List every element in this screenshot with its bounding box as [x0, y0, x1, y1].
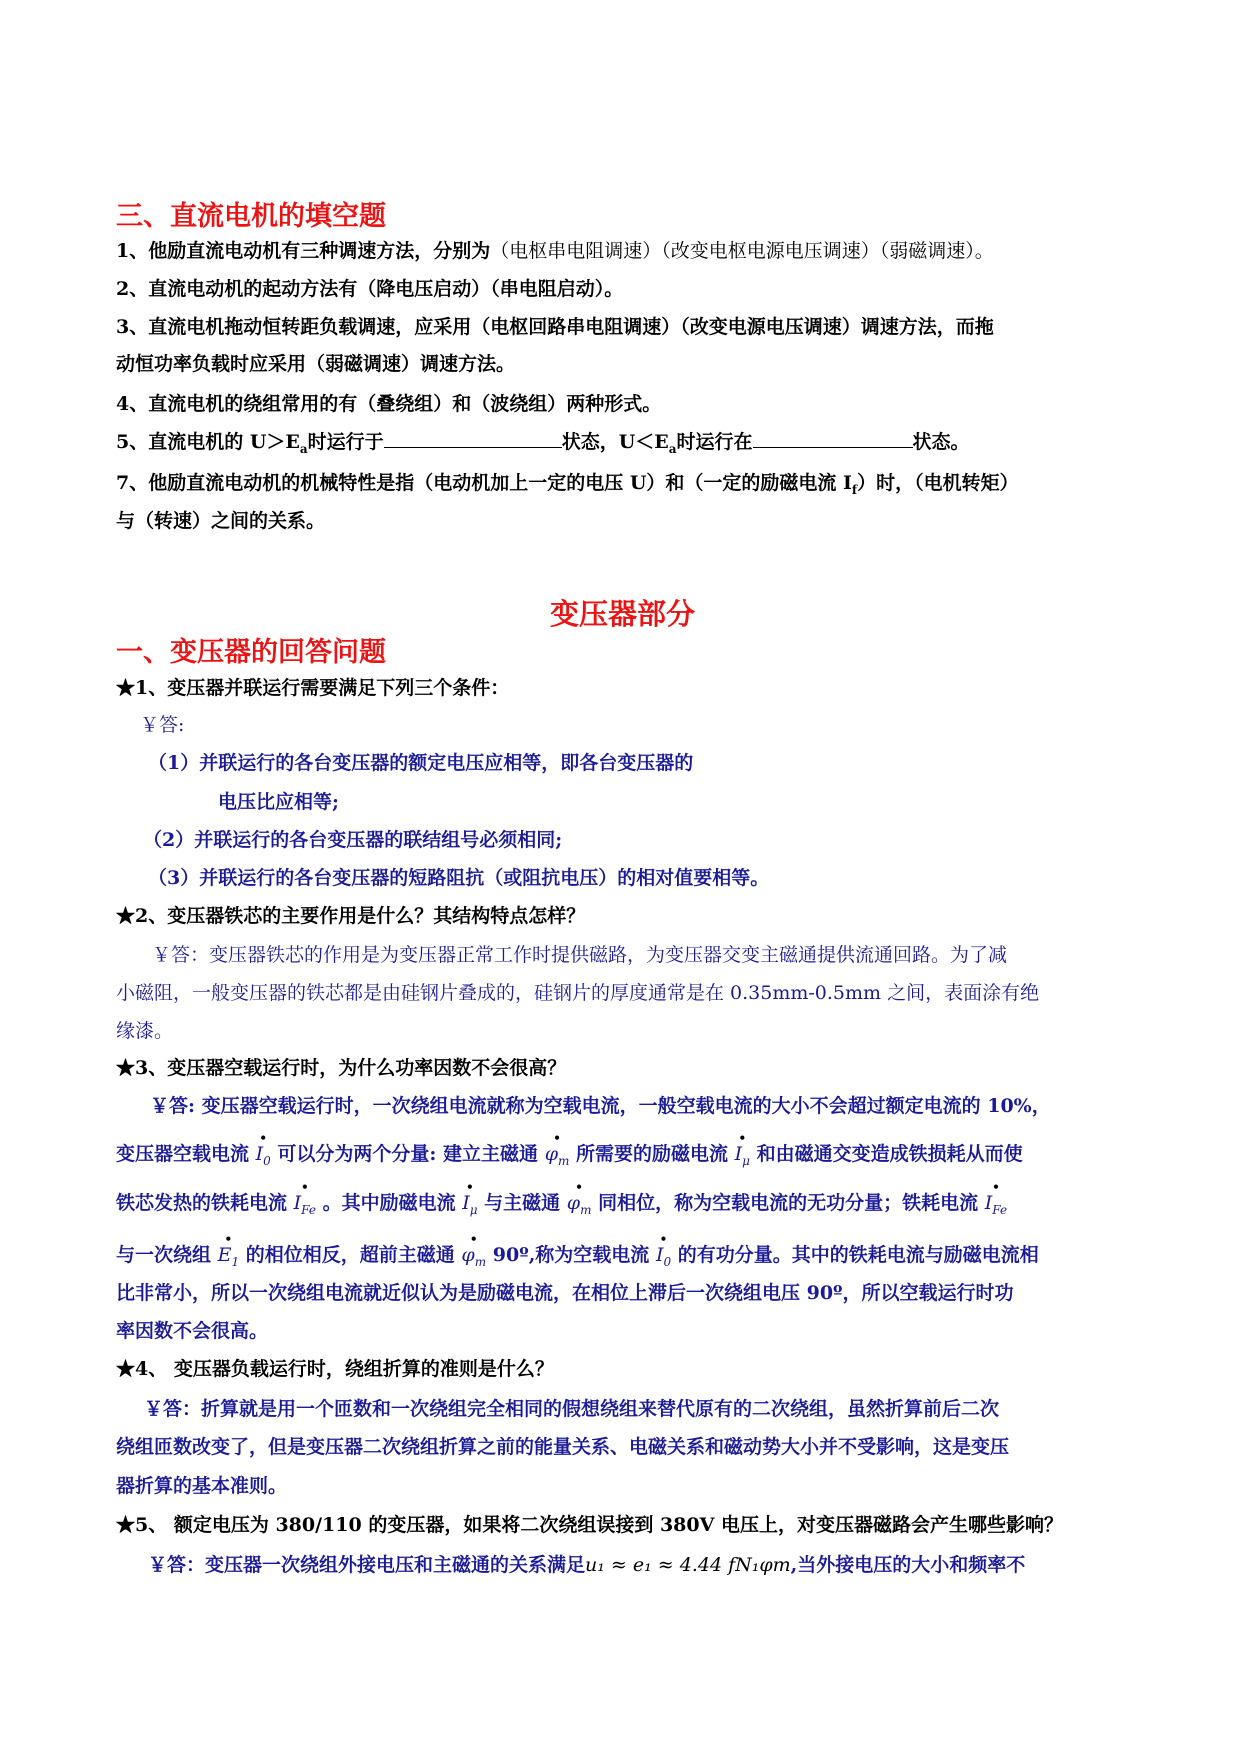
- phi-m-symbol-3: • $\varphi_m$: [461, 1242, 486, 1275]
- s3-q5-b: 时运行于: [307, 431, 384, 453]
- t-a5-b: ,当外接电压的大小和频率不: [790, 1554, 1026, 1576]
- t-a3-l4-d: 的有功分量。其中的铁耗电流与励磁电流相: [677, 1244, 1039, 1266]
- s3-q3-line2: 动恒功率负载时应采用（弱磁调速）调速方法。: [116, 353, 516, 375]
- t-a3-l2: [116, 1141, 1023, 1174]
- s3-q5-d: 时运行在: [676, 431, 753, 453]
- t-a3-l4-b: 的相位相反，超前主磁通: [245, 1244, 455, 1266]
- section-3-title: 三、直流电机的填空题: [116, 201, 386, 232]
- I-mu-symbol: • $I_\mu$: [735, 1141, 750, 1174]
- s3-q5-sub1: a: [299, 441, 308, 456]
- t-a2-l1: ￥答：变压器铁芯的作用是为变压器正常工作时提供磁路，为变压器交变主磁通提供流通回路。为了减: [152, 944, 1008, 966]
- section-1-title: 一、变压器的回答问题: [116, 637, 386, 668]
- t-q5: ★5、 额定电压为 380/110 的变压器，如果将二次绕组误接到 380V 电压上，对变压器磁路会产生哪些影响？: [116, 1514, 1063, 1536]
- s3-q7-b: ）时，（电机转矩）: [857, 472, 1019, 494]
- E1-symbol: • $E_1$: [218, 1242, 240, 1275]
- t-a4-l1: ￥答：折算就是用一个匝数和一次绕组完全相同的假想绕组来替代原有的二次绕组，虽然折算前后二次: [144, 1398, 1000, 1420]
- t-a3-l2-b: 可以分为两个分量: 建立主磁通: [277, 1143, 539, 1165]
- s3-q5-c: 状态，U＜E: [561, 431, 669, 453]
- phi-m-symbol: • $\varphi_m$: [545, 1141, 570, 1174]
- s3-q5: [116, 429, 970, 462]
- t-a4-l2: 绕组匝数改变了，但是变压器二次绕组折算之前的能量关系、电磁关系和磁动势大小并不受影响，这是变压: [116, 1436, 1010, 1458]
- I-mu-symbol-2: • $I_\mu$: [462, 1190, 477, 1223]
- t-q4: ★4、 变压器负载运行时，绕组折算的准则是什么？: [116, 1358, 554, 1380]
- t-a3-l1: ￥答: 变压器空载运行时，一次绕组电流就称为空载电流，一般空载电流的大小不会超过额定电流的 10%，: [150, 1095, 1051, 1117]
- t-a3-l3-a: 铁芯发热的铁耗电流: [116, 1192, 288, 1214]
- flux-formula: u₁ ≈ e₁ ≈ 4.44 fN₁φm: [585, 1554, 791, 1576]
- t-a2-l2: 小磁阻，一般变压器的铁芯都是由硅钢片叠成的，硅钢片的厚度通常是在 0.35mm-0.5mm 之间，表面涂有绝: [116, 982, 1040, 1004]
- I-fe-symbol: • $I_{Fe}$: [294, 1190, 316, 1223]
- s3-q1-prefix: 1、他励直流电动机有三种调速方法，分别为: [116, 240, 491, 262]
- t-a3-l5: 比非常小，所以一次绕组电流就近似认为是励磁电流，在相位上滞后一次绕组电压 90º，所以空载运行时功: [116, 1282, 1014, 1304]
- t-a3-l3-d: 同相位，称为空载电流的无功分量；铁耗电流: [598, 1192, 979, 1214]
- s3-q5-a: 5、直流电机的 U＞E: [116, 431, 300, 453]
- t-a5: [148, 1552, 1025, 1578]
- t-a3-l2-d: 和由磁通交变造成铁损耗从而使: [756, 1143, 1023, 1165]
- t-a4-l3: 器折算的基本准则。: [116, 1475, 288, 1497]
- t-q2: ★2、变压器铁芯的主要作用是什么？其结构特点怎样？: [116, 905, 586, 927]
- s3-q7-sub: f: [851, 482, 858, 497]
- fill-blank-1[interactable]: [384, 429, 562, 448]
- t-a3-l4-a: 与一次绕组: [116, 1244, 212, 1266]
- t-a1-1b: 电压比应相等;: [218, 791, 340, 813]
- s3-q5-sub2: a: [668, 441, 677, 456]
- t-a3-l3-c: 与主磁通: [484, 1192, 561, 1214]
- I-fe-symbol-2: • $I_{Fe}$: [985, 1190, 1007, 1223]
- t-a2-l3: 缘漆。: [116, 1020, 174, 1042]
- t-a3-l2-a: 变压器空载电流: [116, 1143, 250, 1165]
- t-a1-1a: （1）并联运行的各台变压器的额定电压应相等，即各台变压器的: [148, 752, 694, 774]
- fill-blank-2[interactable]: [753, 429, 913, 448]
- t-q1: ★1、变压器并联运行需要满足下列三个条件：: [116, 677, 510, 699]
- t-a1-label: ￥答:: [140, 714, 185, 736]
- s3-q1-answer: （电枢串电阻调速）（改变电枢电源电压调速）（弱磁调速）。: [490, 240, 994, 262]
- I0-symbol-2: • $I_0$: [656, 1242, 671, 1275]
- t-a3-l6: 率因数不会很高。: [116, 1320, 269, 1342]
- t-a3-l4-c: 90º,称为空载电流: [492, 1244, 650, 1266]
- s3-q4: 4、直流电机的绕组常用的有（叠绕组）和（波绕组）两种形式。: [116, 393, 662, 415]
- s3-q7-line1: [116, 470, 1019, 503]
- t-a3-l3: [116, 1190, 1007, 1223]
- s3-q3-line1: 3、直流电机拖动恒转距负载调速，应采用（电枢回路串电阻调速）（改变电源电压调速）调速方法，而拖: [116, 316, 994, 338]
- s3-q7-line2: 与（转速）之间的关系。: [116, 510, 326, 532]
- phi-m-symbol-2: • $\varphi_m$: [567, 1190, 592, 1223]
- t-a5-a: ￥答：变压器一次绕组外接电压和主磁通的关系满足: [148, 1554, 586, 1576]
- t-q3: ★3、变压器空载运行时，为什么功率因数不会很高？: [116, 1057, 567, 1079]
- t-a1-2: （2）并联运行的各台变压器的联结组号必须相同;: [143, 829, 563, 851]
- t-a3-l2-c: 所需要的励磁电流: [576, 1143, 729, 1165]
- s3-q7-a: 7、他励直流电动机的机械特性是指（电动机加上一定的电压 U）和（一定的励磁电流 I: [116, 472, 852, 494]
- t-a3-l4: [116, 1242, 1039, 1275]
- part-title: 变压器部分: [550, 597, 696, 631]
- s3-q5-e: 状态。: [912, 431, 970, 453]
- I0-symbol: • $I_0$: [256, 1141, 271, 1174]
- s3-q1: [116, 238, 994, 264]
- t-a1-3: （3）并联运行的各台变压器的短路阻抗（或阻抗电压）的相对值要相等。: [148, 867, 770, 889]
- s3-q2: 2、直流电动机的起动方法有（降电压启动）（串电阻启动）。: [116, 278, 624, 300]
- t-a3-l3-b: 。其中励磁电流: [322, 1192, 456, 1214]
